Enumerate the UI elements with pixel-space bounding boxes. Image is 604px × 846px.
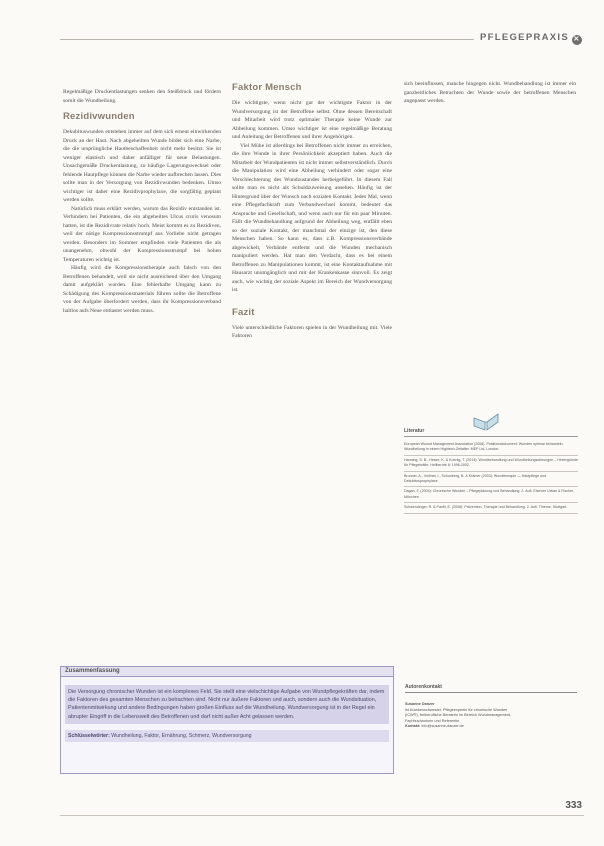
paragraph: Viel Mühe ist allerdings bei Betroffenen nicht immer zu erreichen, die ihre Wunde in ihrer Persönlichkeit akzeptiert haben. Auch die Mitarbeit der Wundpatienten ist nicht immer selbstverständlich. Durch die Manipulation wird eine Abheilung verhindert oder sogar eine Verschlechterung des Wundzustandes herbeigeführt. In diesem Fall sollte man es nicht als Schuldzuweisung ansehen. Häufig ist der Hintergrund über der Wunsch nach sozialen Kontakt. Jedes Mal, wenn eine Pflegefachkraft zum Verbandwechsel kommt, bedeutet das Ansprache und Gesellschaft, und wenn auch nur für ein paar Minuten. Fällt die Wundbehandlung aufgrund der Abheilung weg, entfällt eben so der soziale Kontakt, der manchmal der einzige ist, den diese Menschen haben. So kann es, dass z.B. Kompressionsverbände abgewickelt, Verbände entfernt und die Wunden mechanisch manipuliert werden. Hat man den Verdacht, dass es bei einem Betroffenen zu Manipulationen kommt, ist eine Kontaktaufnahme mit Hausarzt unumgänglich und mit der Krankenkasse sinnvoll. Es zeigt auch, wie wichtig der soziale Aspekt im Bereich der Wundversorgung ist. [232,142,392,293]
column-2 [232,82,392,341]
contact-line: (ICW®), freiberufliche Beraterin im Bereich Wundmanagement, [405,713,512,718]
paragraph: sich beeinflussen, manche hingegen nicht. Wundbehandlung ist immer ein ganzheitliches Betrachten der Wunde sowie der betroffenen Menschen angepasst werden. [404,81,576,104]
page-number: 333 [565,800,582,811]
heading-rezidivwunden: Rezidivwunden [63,111,135,122]
literature-box [404,428,578,514]
author-contact [405,684,577,730]
keywords-label: Schlüsselwörter: [68,732,110,739]
author-name: Susanne Danzer [405,702,435,706]
paragraph: Natürlich muss erklärt werden, warum das Rezidiv entstanden ist. Verhindern bei Patienten, die ein abgeheiltes Ulcus cruris venosum hatten, ist die Rezidivrate relativ hoch. Meist kommt es zu Rezidiven, weil der nötige Kompressionsstrumpf aus Vorliebe nicht getragen werden. Besonders im Sommer empfinden viele Patienten die als unangenehm, obwohl der Kompressionsstrumpf bei hohen Temperaturen wichtig ist. [63,205,221,263]
paragraph: Dekubituswunden entstehen immer auf dem sich erneut einwirkenden Druck an der Haut. Nach abgeheilten Wunde bildet sich eine Narbe, die die ursprüngliche Hautbeschaffenheit nicht mehr besitzt. Sie ist weniger elastisch und daher anfälliger für neue Belastungen. Unsachgemäße Druckentlastung, zu häufige Lagerungswechsel oder fehlende Hautpflege können die Narbe wieder aufbrechen lassen. Dies sollte man in der Versorgung von Rezidivwunden bedenken. Umso wichtiger ist daher eine Rezidivprophylaxe, die sorgfältig geplant werden sollte. [63,129,221,203]
column-3 [404,80,576,106]
heading-fazit: Fazit [232,306,255,318]
summary-box [60,666,394,774]
summary-heading: Zusammenfassung [61,667,393,677]
contact-label: Kontakt: [405,724,421,729]
page-header [0,34,604,46]
contact-line: ist Krankenschwester, Pflegeexpertin für chronische Wunden [405,707,508,712]
literature-item: European Wound Management Association (2008). Positionsdokument: Wunden optimal behandeln. Wundheilung in einem Hightech-Zeitalter. MEP Ltd, London. [404,440,578,456]
section-title-text: PFLEGEPRAXIS [480,32,569,43]
keywords-text: Wundheilung, Faktor, Ernährung, Schmerz, Wundversorgung [111,732,252,739]
intro-paragraph: Regelmäßige Druckentlastungen senken den Steißdruck und fördern somit die Wundheilung. [63,89,221,104]
section-title [474,32,582,45]
heading-faktor-mensch: Faktor Mensch [232,82,302,93]
contact-body [405,702,577,730]
literature-item: Hanning, S. B., Hesse, K. & Koenig, T. (2014): Wundbehandlung und Wundheilungsstörungen – Hintergründe für Pflegekräfte. Heilberufe 8: 1996-2002. [404,456,578,472]
x-badge-icon: ✕ [573,36,581,43]
footer-rule [60,815,584,816]
paragraph: Häufig wird die Kompressionstherapie auch falsch von den Betroffenen behandelt, weil sie nicht ausreichend über den Umgang damit aufgeklärt wurden. Eine fehlerhafte Umgang kann zu Schädigung des Kompressionsmaterials führen sollte die Betroffene von der Aufgabe überfordert werden, dass ihr Kompressionsverband haltlos aufs Neue entlastet werden muss. [63,265,221,314]
contact-line: Fachbuchautorin und Referentin. [405,718,461,723]
paragraph: Die wichtigste, wenn nicht gar der wichtigste Faktor in der Wundversorgung ist der Betroffene selbst. Ohne dessen Bereitschaft und Mitarbeit wird trotz optimaler Therapie keine Wunde zur Abheilung kommen. Umso wichtiger ist eine regelmäßige Beratung und Anleitung der Betroffenen und ihrer Angehörigen. [232,100,392,140]
literature-item: Brunner, A., Vollmer, I., Schonberg, B. & Krämer (2003): Wundtherapie — Hautpflege und Dekubitusprophylaxe. [404,472,578,488]
summary-text: Die Versorgung chronischer Wunden ist ein komplexes Feld. Sie stellt eine vielschichtige Aufgabe von Wundpflegekräften dar, indem die Faktoren des gesamten Menschen zu betrachten sind. Nicht nur äußere Faktoren und auch, sondern auch die Wundsituation, Patientenmitwirkung und andere Bedingungen haben großen Einfluss auf die Wundheilung. Wundversorgung ist in der Regel ein abrupter Eingriff in die Lebenswelt des Betroffenen und darf nicht außer Acht gelassen werden. [65,685,389,724]
literature-item: Dagan, F. (2004): Chronische Wunden – Pflegeplanung und Behandlung. 2. Aufl. Elsevier Urban & Fischer, München [404,487,578,503]
column-1 [63,88,221,315]
contact-email: info@susanne-danzer.de [421,724,464,729]
literature-heading: Literatur [404,428,578,437]
summary-keywords [65,730,389,742]
contact-heading: Autorenkontakt [405,684,577,693]
paragraph: Viele unterschiedliche Faktoren spielen in der Wundheilung mit. Viele Faktoren [232,324,392,339]
literature-item: Schwendinger, R. & Panfil, E. (2008): Prävention, Therapie und Behandlung. 2. Aufl. Thieme, Stuttgart. [404,503,578,513]
header-rule [60,39,534,40]
